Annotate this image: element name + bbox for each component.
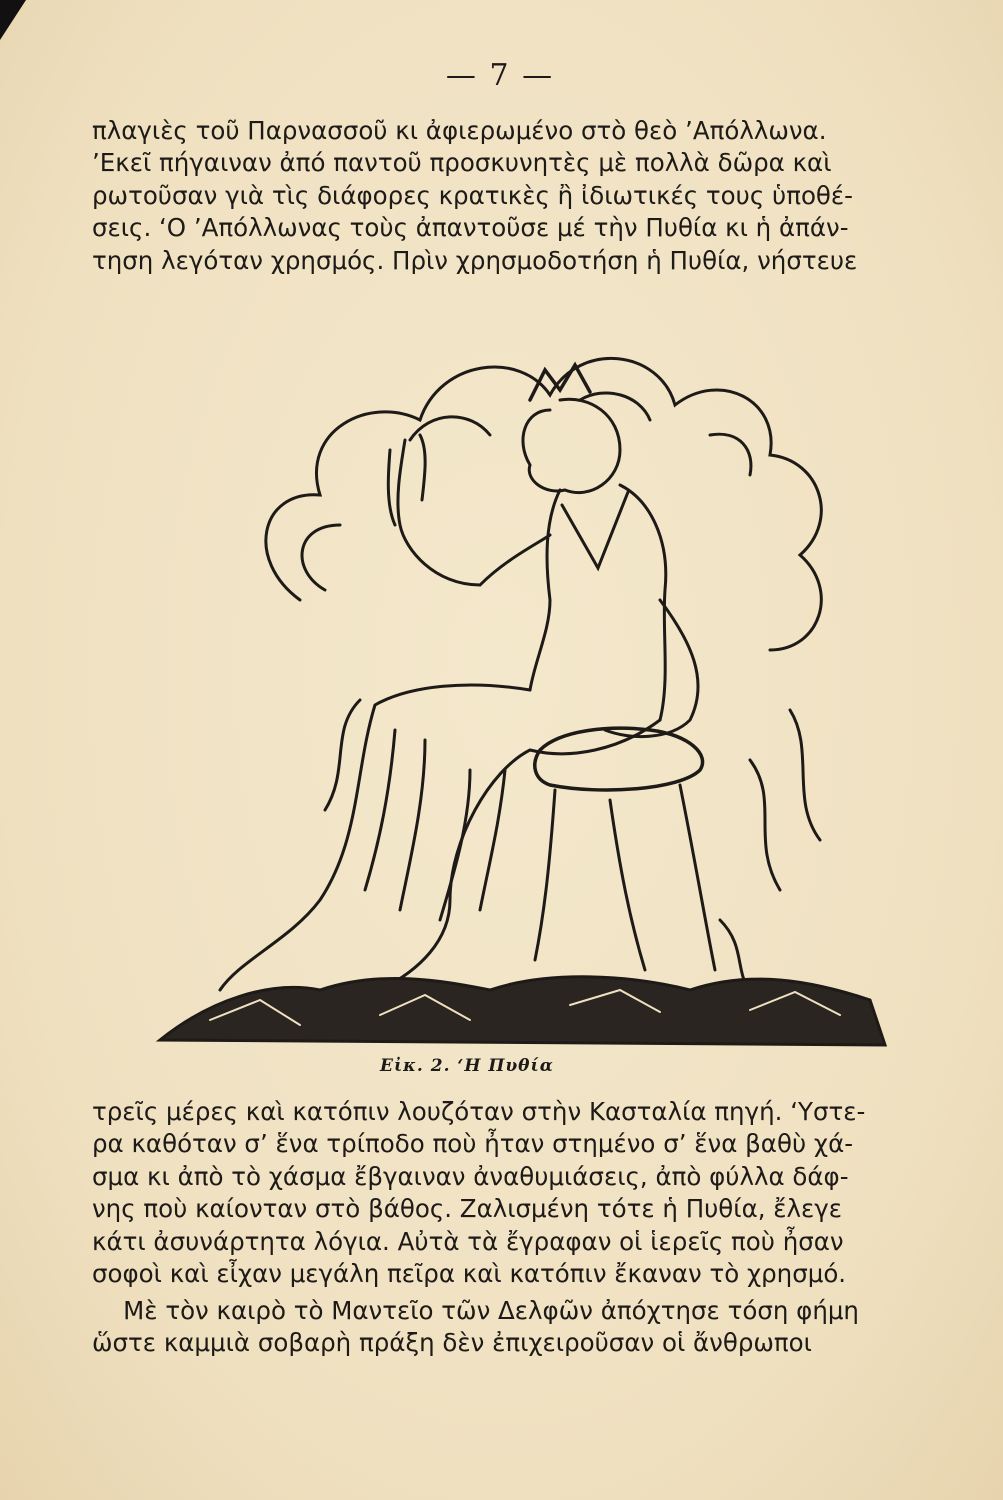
vapour-cloud — [266, 358, 821, 650]
text-line: τηση λεγόταν χρησμός. Πρὶν χρησμοδοτήση ἡ Πυθία, νήστευε — [92, 245, 858, 275]
head — [523, 399, 620, 492]
text-line: πλαγιὲς τοῦ Παρνασσοῦ κι ἀφιερωμένο στὸ θεὸ ’Απόλλωνα. — [92, 116, 827, 145]
tripod-seat — [535, 728, 703, 790]
paragraph-top — [92, 115, 892, 277]
text-line: τρεῖς μέρες καὶ κατόπιν λουζόταν στὴν Κασταλία πηγή. ‘Υστε- — [92, 1097, 866, 1126]
text-line: νης ποὺ καίονταν στὸ βάθος. Ζαλισμένη τότε ἡ Πυθία, ἔλεγε — [92, 1194, 843, 1224]
dress-neckline — [562, 492, 628, 568]
raised-hand — [388, 435, 480, 585]
text-line: ὥστε καμμιὰ σοβαρὴ πράξη δὲν ἐπιχειροῦσαν οἱ ἄνθρωποι — [92, 1328, 812, 1358]
text-line: ’Εκεῖ πήγαιναν ἀπό παντοῦ προσκυνητὲς μὲ πολλὰ δῶρα καὶ — [92, 148, 832, 178]
figure-caption: Εἰκ. 2. ‘Η Πυθία — [380, 1056, 554, 1076]
text-line: Μὲ τὸν καιρὸ τὸ Μαντεῖο τῶν Δελφῶν ἀπόχτησε τόση φήμη — [92, 1296, 859, 1325]
text-line: σοφοὶ καὶ εἶχαν μεγάλη πεῖρα καὶ κατόπιν ἔκαναν τὸ χρησμό. — [92, 1259, 847, 1289]
paragraph-bottom — [92, 1295, 900, 1360]
text-line: σεις. ‘Ο ’Απόλλωνας τοὺς ἀπαντοῦσε μέ τὴν Πυθία κι ἡ ἀπάν- — [92, 213, 849, 243]
corner-scan-mark — [0, 0, 26, 40]
skirt-folds — [365, 730, 505, 920]
pythia-illustration — [150, 300, 890, 1060]
torso — [530, 485, 666, 720]
paragraph-middle — [92, 1096, 892, 1290]
text-line: ρα καθόταν σ’ ἕνα τρίποδο ποὺ ἦταν στημένο σ’ ἕνα βαθὺ χά- — [92, 1129, 854, 1159]
text-line: κάτι ἀσυνάρτητα λόγια. Αὐτὰ τὰ ἔγραφαν οἱ ἱερεῖς ποὺ ἦσαν — [92, 1226, 844, 1256]
text-line: σμα κι ἀπὸ τὸ χάσμα ἔβγαιναν ἀναθυμιάσεις, ἀπὸ φύλλα δάφ- — [92, 1161, 849, 1191]
text-line: ρωτοῦσαν γιὰ τὶς διάφορες κρατικὲς ἢ ἰδιωτικές τους ὑποθέ- — [92, 180, 854, 210]
page-number: — 7 — — [445, 58, 555, 93]
tripod-legs — [535, 785, 715, 970]
vapour-wisps — [325, 700, 820, 1000]
rock-ground — [160, 977, 885, 1045]
